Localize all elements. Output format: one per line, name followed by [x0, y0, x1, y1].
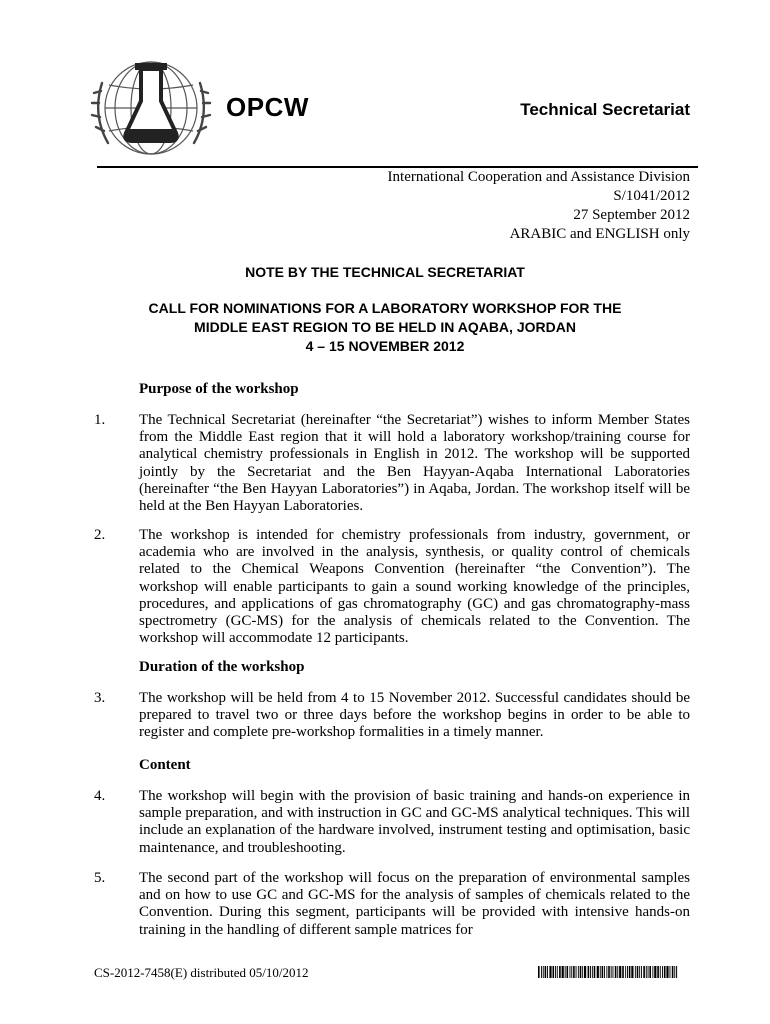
- barcode-bar: [580, 966, 582, 978]
- barcode-bar: [641, 966, 642, 978]
- paragraph-text: The workshop will begin with the provision of basic training and hands-on experience in sample preparation, and with instruction in GC and GC-MS analytical techniques. This will include an explanation of the hardware involved, instrument testing and optimisation, basic maintenance, and troubleshooting.: [139, 788, 690, 856]
- barcode-bar: [578, 966, 579, 978]
- barcode-image: [538, 966, 678, 978]
- barcode-bar: [631, 966, 633, 978]
- call-title-line: MIDDLE EAST REGION TO BE HELD IN AQABA, JORDAN: [194, 319, 576, 335]
- technical-secretariat-title: Technical Secretariat: [520, 100, 690, 119]
- barcode-bar: [567, 966, 569, 978]
- barcode-bar: [664, 966, 666, 978]
- barcode-bar: [555, 966, 556, 978]
- barcode-bar: [597, 966, 599, 978]
- paragraph-number: 3.: [94, 690, 106, 706]
- barcode-bar: [541, 966, 542, 978]
- paragraph-2: [94, 527, 690, 647]
- paragraph-text: The workshop will be held from 4 to 15 November 2012. Successful candidates should be prepared to travel two or three days before the workshop begins in order to be able to register and complete pre-workshop formalities in a timely manner.: [139, 690, 690, 741]
- call-title: [0, 299, 770, 356]
- paragraph-number: 2.: [94, 527, 106, 543]
- barcode-bar: [588, 966, 590, 978]
- paragraph-number: 5.: [94, 870, 106, 886]
- barcode-bar: [629, 966, 631, 978]
- barcode-bar: [553, 966, 555, 978]
- barcode-bar: [672, 966, 674, 978]
- barcode-bar: [676, 966, 677, 978]
- barcode-bar: [590, 966, 591, 978]
- call-title-line: CALL FOR NOMINATIONS FOR A LABORATORY WORKSHOP FOR THE: [148, 300, 622, 316]
- paragraph-number: 1.: [94, 412, 106, 428]
- barcode-bar: [571, 966, 572, 978]
- barcode-bar: [545, 966, 547, 978]
- barcode-bar: [600, 966, 601, 978]
- section-heading-duration: Duration of the workshop: [139, 659, 305, 675]
- barcode-bar: [637, 966, 639, 978]
- paragraph-1: [94, 412, 690, 515]
- paragraph-text: The Technical Secretariat (hereinafter “the Secretariat”) wishes to inform Member States from the Middle East region that it will hold a laboratory workshop/training course for analytical chemistry professionals in English in 2012. The workshop will be supported jointly by the Secretariat and the Ben Hayyan-Aqaba International Laboratories (hereinafter “the Ben Hayyan Laboratories”) in Aqaba, Jordan. The workshop itself will be held at the Ben Hayyan Laboratories.: [139, 412, 690, 515]
- barcode-bar: [627, 966, 628, 978]
- barcode-bar: [611, 966, 612, 978]
- barcode-bar: [606, 966, 607, 978]
- barcode-bar: [549, 966, 551, 978]
- barcode-bar: [547, 966, 548, 978]
- barcode-bar: [584, 966, 586, 978]
- barcode-bar: [557, 966, 558, 978]
- barcode-bar: [576, 966, 577, 978]
- barcode-bar: [594, 966, 596, 978]
- barcode-bar: [635, 966, 636, 978]
- barcode-bar: [562, 966, 564, 978]
- opcw-emblem-logo: [88, 45, 214, 171]
- barcode-bar: [602, 966, 604, 978]
- barcode-bar: [657, 966, 659, 978]
- barcode-bar: [617, 966, 618, 978]
- barcode-bar: [625, 966, 626, 978]
- barcode-bar: [570, 966, 571, 978]
- paragraph-4: [94, 788, 690, 857]
- barcode-bar: [538, 966, 540, 978]
- barcode-bar: [573, 966, 575, 978]
- barcode-bar: [592, 966, 593, 978]
- paragraph-text: The second part of the workshop will focus on the preparation of environmental samples and on how to use GC and GC-MS for the analysis of samples of chemicals related to the Convention. During this segment, participants will be provided with intensive hands-on training in the handling of different sample matrices for: [139, 870, 690, 938]
- document-languages: ARABIC and ENGLISH only: [509, 226, 690, 242]
- division-line: International Cooperation and Assistance Division: [387, 169, 690, 185]
- paragraph-text: The workshop is intended for chemistry professionals from industry, government, or academia who are involved in the analysis, synthesis, or quality control of chemicals related to the Chemical Weapons Convention (hereinafter “the Convention”). The workshop will enable participants to gain a sound working knowledge of the principles, procedures, and applications of gas chromatography (GC) and gas chromatography-mass spectrometry (GC-MS) for the analysis of chemicals related to the Convention. The workshop will accommodate 12 participants.: [139, 527, 690, 647]
- barcode-bar: [559, 966, 561, 978]
- barcode-bar: [639, 966, 640, 978]
- paragraph-3: [94, 690, 690, 742]
- section-heading-content: Content: [139, 757, 191, 773]
- barcode-bar: [622, 966, 624, 978]
- note-title: NOTE BY THE TECHNICAL SECRETARIAT: [245, 264, 525, 280]
- barcode-bar: [646, 966, 647, 978]
- distribution-code: CS-2012-7458(E) distributed 05/10/2012: [94, 965, 309, 980]
- barcode-bar: [666, 966, 668, 978]
- organization-name: OPCW: [226, 92, 309, 122]
- paragraph-5: [94, 870, 690, 939]
- barcode-bar: [615, 966, 617, 978]
- barcode-bar: [619, 966, 621, 978]
- document-meta: [388, 168, 690, 244]
- barcode-bar: [648, 966, 649, 978]
- call-title-line: 4 – 15 NOVEMBER 2012: [305, 338, 465, 354]
- barcode-bar: [674, 966, 675, 978]
- barcode-bar: [604, 966, 605, 978]
- barcode-bar: [649, 966, 651, 978]
- barcode-bar: [670, 966, 671, 978]
- barcode-bar: [565, 966, 566, 978]
- document-date: 27 September 2012: [573, 207, 690, 223]
- paragraph-number: 4.: [94, 788, 106, 804]
- barcode-bar: [654, 966, 656, 978]
- section-heading-purpose: Purpose of the workshop: [139, 381, 299, 397]
- barcode-bar: [608, 966, 610, 978]
- barcode-bar: [543, 966, 544, 978]
- barcode-bar: [582, 966, 583, 978]
- document-number: S/1041/2012: [613, 188, 690, 204]
- barcode-bar: [613, 966, 614, 978]
- barcode-bar: [660, 966, 661, 978]
- barcode-bar: [643, 966, 645, 978]
- barcode-bar: [662, 966, 663, 978]
- barcode-bar: [652, 966, 653, 978]
